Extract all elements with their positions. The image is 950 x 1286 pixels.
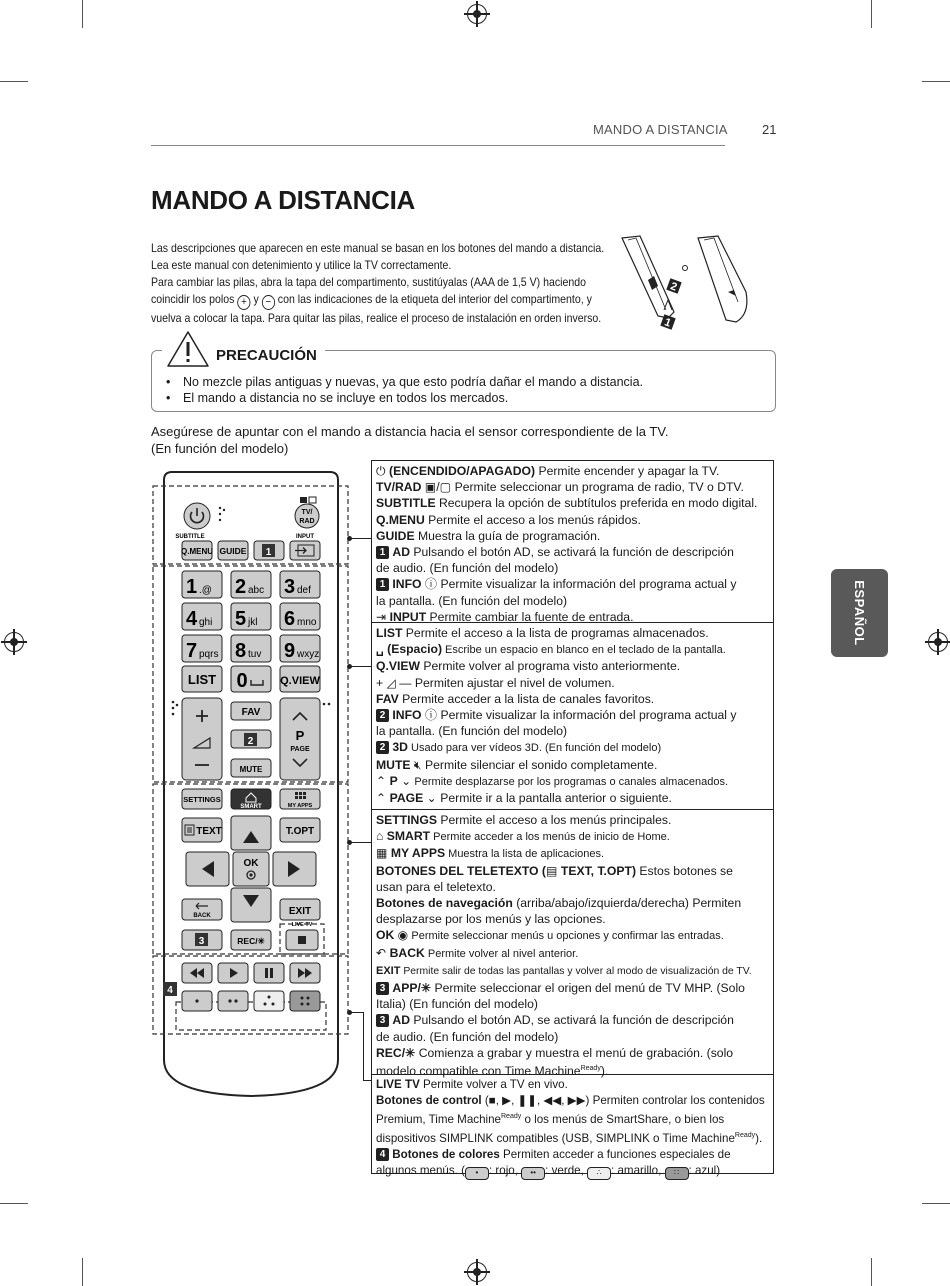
term: (Espacio): [387, 642, 442, 657]
description: Permiten controlar los contenidos: [589, 1094, 765, 1107]
chevron-down-icon: ⌄: [401, 773, 412, 788]
connector-line: [363, 1080, 371, 1081]
intro-text: [151, 240, 635, 327]
digit-label: 5: [235, 608, 247, 630]
letters-label: ghi: [199, 617, 213, 628]
term: 3D: [392, 740, 408, 755]
description: Permite volver a TV en vivo.: [419, 1078, 568, 1091]
description: Permite silenciar el sonido completamente.: [421, 757, 658, 772]
smart-label: SMART: [240, 804, 262, 810]
volume-rocker[interactable]: [182, 698, 222, 780]
qmenu-button[interactable]: [181, 541, 213, 560]
description: Permite el acceso a los menús principales.: [436, 813, 672, 827]
description: Permiten ajustar el nivel de volumen.: [411, 675, 615, 690]
caution-list: [166, 374, 643, 406]
list-button[interactable]: [182, 666, 222, 692]
description-box-2: [371, 622, 774, 810]
badge-label: 3: [198, 936, 205, 947]
number-8-button[interactable]: [231, 635, 271, 662]
connector-line: [363, 1012, 364, 1080]
letters-label: .@: [199, 585, 212, 596]
description: Permite seleccionar menús u opciones y confirmar las entradas.: [408, 930, 724, 943]
battery-step-label: 2: [668, 280, 679, 294]
exit-button[interactable]: [280, 899, 320, 920]
term: BACK: [389, 945, 425, 960]
description: algunos menús. (: [376, 1163, 465, 1177]
intro-line: Para cambiar las pilas, abra la tapa del compartimento, sustitúyalas (AAA de 1,5 V) haciendo: [151, 275, 586, 289]
description: Permite encender y apagar la TV.: [535, 464, 720, 478]
description: Recupera la opción de subtítulos preferida en modo digital.: [435, 496, 758, 511]
description: ).: [600, 1064, 609, 1079]
crop-mark: [0, 81, 28, 82]
zero-button[interactable]: [231, 666, 271, 692]
minus-pole-icon: −: [262, 295, 275, 310]
description: de audio. (En función del modelo): [376, 1029, 559, 1044]
term: MUTE: [376, 757, 411, 772]
term: REC/✳: [376, 1045, 416, 1060]
connector-dot: [347, 840, 352, 845]
aim-note: [151, 423, 668, 457]
description: Permite desplazarse por los programas o canales almacenados.: [411, 775, 729, 788]
description: Muestra la lista de aplicaciones.: [445, 848, 605, 861]
settings-button[interactable]: [182, 789, 222, 809]
description: Italia) (En función del modelo): [376, 997, 538, 1012]
header-rule: [151, 145, 725, 146]
crop-mark: [0, 1203, 28, 1204]
term: LIVE TV: [376, 1078, 420, 1091]
digit-label: 0: [236, 670, 248, 692]
registration-mark-icon: [928, 632, 948, 652]
superscript: Ready: [580, 1065, 601, 1073]
term: SMART: [386, 829, 431, 844]
caution-title: PRECAUCIÓN: [216, 346, 317, 364]
digit-label: 9: [284, 640, 296, 662]
number-badge: 2: [376, 709, 389, 722]
description-box-1: [371, 460, 774, 623]
running-head: MANDO A DISTANCIA: [593, 122, 728, 137]
crop-mark: [871, 0, 872, 28]
term: MY APPS: [390, 846, 446, 861]
mute-label: MUTE: [239, 765, 263, 774]
settings-label: SETTINGS: [183, 795, 221, 804]
playback-icons: ■, ▶, ❚❚, ◀◀, ▶▶: [488, 1094, 586, 1107]
term: INFO: [392, 708, 422, 723]
home-icon: ⌂: [376, 829, 384, 844]
number-6-button[interactable]: [280, 603, 320, 630]
term: Botones de control: [376, 1094, 482, 1107]
intro-line: [151, 291, 635, 310]
description: Pulsando el botón AD, se activará la función de descripción: [410, 1013, 734, 1028]
digit-label: 3: [284, 576, 296, 598]
volume-up-icon: +: [376, 675, 384, 690]
description: Permite ir a la pantalla anterior o siguiente.: [436, 791, 672, 806]
myapps-label: MY APPS: [287, 803, 313, 809]
description: Permite volver al programa visto anteriormente.: [420, 659, 681, 674]
back-button[interactable]: [182, 899, 222, 920]
letters-label: tuv: [248, 649, 262, 660]
aim-line: (En función del modelo): [151, 441, 289, 456]
term: LIST: [376, 626, 403, 640]
fav-label: FAV: [241, 707, 261, 718]
number-2-button[interactable]: [231, 571, 271, 598]
connector-dot: [347, 1010, 352, 1015]
subtitle-label: SUBTITLE: [175, 534, 205, 540]
chevron-up-icon: ⌃: [376, 791, 387, 806]
description: : verde,: [545, 1163, 588, 1177]
description: Permite cambiar la fuente de entrada.: [426, 609, 634, 624]
digit-label: 2: [235, 576, 247, 598]
crop-mark: [871, 1258, 872, 1286]
ok-label: OK: [243, 858, 259, 869]
term: FAV: [376, 691, 399, 706]
remote-control-illustration: [150, 468, 360, 1108]
connector-line: [349, 538, 371, 539]
digit-label: 1: [186, 576, 198, 598]
p-label: P: [295, 728, 305, 743]
svg-text:RAD: RAD: [299, 518, 315, 525]
volume-down-icon: —: [399, 675, 412, 690]
page-number: 21: [762, 122, 777, 137]
description: modelo compatible con Time Machine: [376, 1064, 581, 1079]
page-label: PAGE: [290, 746, 310, 753]
list-label: LIST: [187, 672, 217, 687]
description: Permite acceder a los menús de inicio de Home.: [430, 831, 670, 844]
term: INFO: [392, 577, 422, 592]
yellow-button-icon: ∴: [587, 1167, 611, 1180]
letters-label: wxyz: [297, 649, 320, 660]
description: Permite visualizar la información del programa actual y: [437, 577, 737, 592]
term: INPUT: [389, 609, 427, 624]
language-label: ESPAÑOL: [852, 580, 867, 646]
myapps-button[interactable]: [280, 789, 320, 809]
topt-label: T.OPT: [285, 826, 315, 837]
term: Q.MENU: [376, 512, 425, 527]
svg-text:TV/: TV/: [301, 509, 313, 516]
letters-label: abc: [248, 585, 265, 596]
ok-icon: ◉: [397, 928, 409, 943]
description: Estos botones se: [636, 863, 733, 878]
registration-mark-icon: [4, 632, 24, 652]
registration-mark-icon: [467, 1262, 487, 1282]
number-3-button[interactable]: [280, 571, 320, 598]
tvrad-button[interactable]: [295, 504, 319, 528]
guide-label: GUIDE: [219, 546, 247, 556]
term: EXIT: [376, 964, 401, 977]
mute-button[interactable]: [231, 759, 271, 777]
term: P: [389, 773, 398, 788]
crop-mark: [922, 81, 950, 82]
blue-button-icon: ∷: [665, 1167, 689, 1180]
description-box-3: [371, 809, 774, 1079]
digit-label: 8: [235, 640, 247, 662]
caution-item: • No mezcle pilas antiguas y nuevas, ya que esto podría dañar el mando a distancia.: [166, 374, 643, 390]
letters-label: jkl: [248, 617, 258, 628]
intro-fragment: y: [253, 292, 259, 306]
description: Permite el acceso a la lista de programas almacenados.: [402, 626, 709, 640]
connector-line: [349, 666, 371, 667]
caution-item: • El mando a distancia no se incluye en todos los mercados.: [166, 390, 643, 406]
description: Permite salir de todas las pantallas y volver al modo de visualización de TV.: [400, 965, 752, 977]
description: Permite acceder a la lista de canales favoritos.: [398, 691, 655, 706]
page-title: MANDO A DISTANCIA: [151, 185, 416, 215]
description: de audio. (En función del modelo): [376, 561, 559, 576]
term: Botones de colores: [392, 1147, 500, 1161]
chevron-up-icon: ⌃: [376, 773, 387, 788]
term: GUIDE: [376, 528, 415, 543]
rec-label: REC/✳: [237, 936, 265, 946]
power-button[interactable]: [184, 503, 210, 529]
number-badge: 1: [376, 546, 389, 559]
number-badge: 3: [376, 1014, 389, 1027]
intro-line: Lea este manual con detenimiento y utilice la TV correctamente.: [151, 258, 452, 272]
apps-grid-icon: ▦: [376, 846, 388, 861]
term: Botones de navegación: [376, 896, 513, 911]
description: : rojo,: [488, 1163, 522, 1177]
description: (arriba/abajo/izquierda/derecha) Permiten: [512, 896, 742, 911]
term: PAGE: [389, 791, 424, 806]
back-arrow-icon: ↶: [376, 945, 387, 960]
exit-label: EXIT: [288, 906, 312, 917]
number-badge: 1: [376, 578, 389, 591]
volume-icon: ◿: [386, 675, 396, 690]
info-icon: ⓘ: [424, 577, 438, 592]
intro-fragment: con las indicaciones de la etiqueta del interior del compartimento, y: [277, 292, 592, 306]
term: OK: [376, 928, 395, 943]
program-rocker[interactable]: [280, 698, 320, 780]
chevron-down-icon: ⌄: [426, 791, 437, 806]
number-1-button[interactable]: [182, 571, 222, 598]
qmenu-label: Q.MENU: [181, 547, 213, 556]
term: Q.VIEW: [376, 659, 421, 674]
language-tab: [831, 569, 888, 657]
description: la pantalla. (En función del modelo): [376, 593, 568, 608]
space-icon: ␣: [376, 642, 384, 657]
description: Permite seleccionar el origen del menú de TV MHP. (Solo: [431, 981, 745, 996]
input-icon: ⇥: [376, 609, 387, 624]
live-tv-button[interactable]: [286, 930, 318, 950]
crop-mark: [82, 0, 83, 28]
term: SUBTITLE: [376, 496, 436, 511]
aim-line: Asegúrese de apuntar con el mando a distancia hacia el sensor correspondiente de la TV.: [151, 424, 669, 439]
number-badge: 2: [376, 741, 389, 754]
description: la pantalla. (En función del modelo): [376, 724, 568, 739]
crop-mark: [922, 1203, 950, 1204]
intro-line: Las descripciones que aparecen en este manual se basan en los botones del mando a distancia.: [151, 241, 605, 255]
description: : amarillo,: [611, 1163, 665, 1177]
rec-button[interactable]: [231, 930, 271, 950]
badge-label: 1: [265, 547, 272, 558]
text-label: TEXT: [196, 826, 222, 837]
connector-dot: [347, 664, 352, 669]
letters-label: pqrs: [199, 649, 219, 660]
description: Permite el acceso a los menús rápidos.: [424, 512, 641, 527]
description: desplazarse por los menús y las opciones.: [376, 912, 606, 927]
badge-label: 2: [247, 736, 254, 747]
caution-header: [162, 330, 325, 368]
term: SETTINGS: [376, 813, 437, 827]
text-button[interactable]: [182, 818, 222, 842]
term: TV/RAD: [376, 480, 422, 495]
term: AD: [392, 1013, 410, 1028]
number-badge: 3: [376, 982, 389, 995]
info-3d-button-2[interactable]: [231, 730, 271, 748]
ad-info-button-1[interactable]: [254, 541, 284, 560]
info-icon: ⓘ: [424, 708, 438, 723]
description: usan para el teletexto.: [376, 879, 496, 894]
back-label: BACK: [193, 913, 211, 919]
description: Premium, Time Machine: [376, 1112, 501, 1126]
description: Permiten acceder a funciones especiales de: [499, 1147, 731, 1161]
battery-replacement-illustration: [618, 232, 778, 340]
mute-icon: 🔇︎: [413, 757, 422, 772]
battery-step-label: 1: [662, 316, 673, 330]
connector-dot: [347, 536, 352, 541]
numpad: [182, 571, 320, 662]
term: APP/✳: [392, 981, 432, 996]
power-icon: ⏻: [376, 464, 386, 478]
letters-label: mno: [297, 617, 317, 628]
connector-line: [349, 842, 371, 843]
fav-button[interactable]: [231, 702, 271, 720]
number-7-button[interactable]: [182, 635, 222, 662]
description: Usado para ver vídeos 3D. (En función del modelo): [407, 742, 662, 755]
term: TEXT, T.OPT): [557, 863, 637, 878]
digit-label: 7: [186, 640, 198, 662]
number-5-button[interactable]: [231, 603, 271, 630]
topt-button[interactable]: [280, 818, 320, 842]
input-label: INPUT: [296, 534, 314, 540]
description: Muestra la guía de programación.: [414, 528, 601, 543]
input-button[interactable]: [290, 541, 320, 560]
red-button-icon: •: [465, 1167, 489, 1180]
digit-label: 4: [186, 608, 198, 630]
description: dispositivos SIMPLINK compatibles (USB, SIMPLINK o Time Machine: [376, 1131, 735, 1145]
superscript: Ready: [501, 1113, 522, 1120]
green-button-icon: ••: [521, 1167, 545, 1180]
description: Escribe un espacio en blanco en el teclado de la pantalla.: [442, 644, 726, 657]
description: Permite seleccionar un programa de radio, TV o DTV.: [451, 480, 744, 495]
radio-tv-icon: ▣/▢: [424, 480, 452, 495]
number-badge: 4: [376, 1148, 389, 1161]
crop-mark: [82, 1258, 83, 1286]
intro-fragment: coincidir los polos: [151, 292, 235, 306]
intro-line: vuelva a colocar la tapa. Para quitar las pilas, realice el proceso de instalación en orden inverso.: [151, 311, 602, 325]
description: Permite volver al nivel anterior.: [424, 947, 579, 960]
registration-mark-icon: [467, 4, 487, 24]
digit-label: 6: [284, 608, 296, 630]
description: : azul): [688, 1163, 721, 1177]
description: Pulsando el botón AD, se activará la función de descripción: [410, 545, 734, 560]
warning-icon: [166, 330, 210, 368]
term: AD: [392, 545, 410, 560]
qview-label: Q.VIEW: [280, 675, 320, 687]
description: Comienza a grabar y muestra el menú de grabación. (solo: [415, 1045, 734, 1060]
teletext-icon: ▤: [545, 863, 558, 878]
description-box-4: LIVE TV Permite volver a TV en vivo. Botones de control (■, ▶, ❚❚, ◀◀, ▶▶) Permiten controlar los contenidos Premium, Time Machine$^{Ready}$ o los menús de SmartShare, o bien los dispositivos SIMPLINK compatibles (USB, SIMPLINK o Time Machine$^{Ready}$). 4 Botones de colores Permiten acceder a funciones especiales de algunos menús. ( • : rojo, •• : verde, ∴ : amarillo, ∷ : azul): [371, 1074, 774, 1174]
superscript: Ready: [734, 1131, 756, 1139]
number-4-button[interactable]: [182, 603, 222, 630]
term: (ENCENDIDO/APAGADO): [389, 464, 536, 478]
guide-button[interactable]: [218, 541, 248, 560]
app-button-3[interactable]: [182, 930, 222, 950]
term: BOTONES DEL TELETEXTO (: [376, 863, 546, 878]
plus-pole-icon: +: [237, 295, 250, 310]
qview-button[interactable]: [280, 666, 320, 692]
number-9-button[interactable]: [280, 635, 320, 662]
description: o los menús de SmartShare, o bien los: [521, 1112, 725, 1126]
description: ).: [755, 1131, 763, 1145]
livetv-label: LIVE TV: [291, 922, 313, 928]
letters-label: def: [297, 585, 311, 596]
smart-button[interactable]: [231, 789, 271, 810]
badge-label: 4: [167, 985, 173, 996]
description: Permite visualizar la información del programa actual y: [437, 708, 737, 723]
